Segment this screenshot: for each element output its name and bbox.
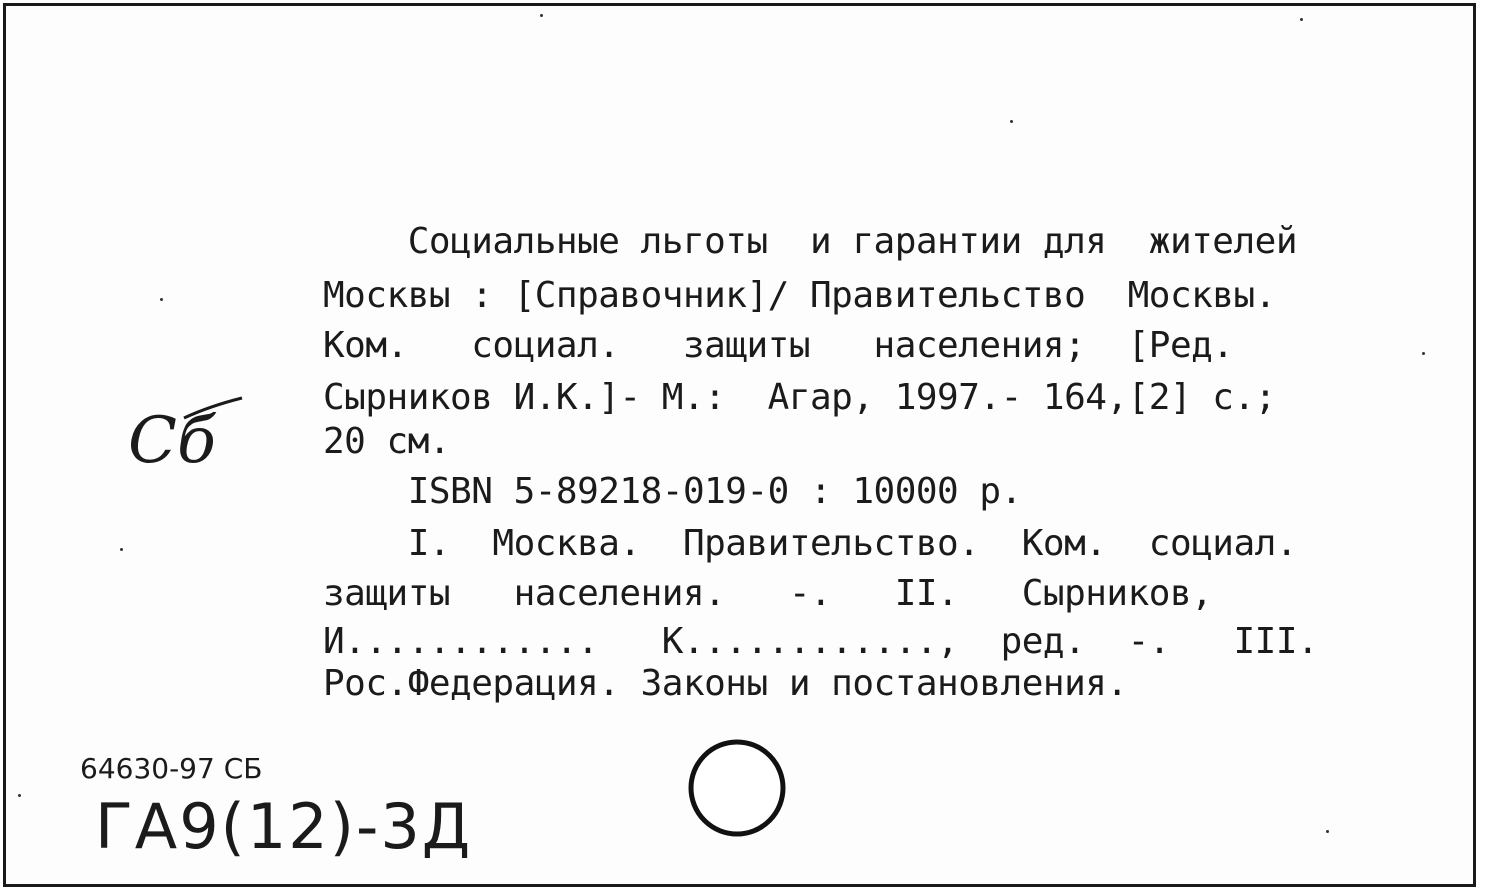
speck bbox=[120, 548, 123, 551]
text-line-6: ISBN 5-89218-019-0 : 10000 р. bbox=[323, 471, 1022, 512]
speck bbox=[1326, 830, 1329, 833]
speck bbox=[160, 298, 163, 301]
shelf-code: ГА9(12)-3Д bbox=[95, 790, 473, 863]
handwritten-stroke bbox=[180, 388, 260, 428]
speck bbox=[540, 14, 543, 17]
text-line-1: Социальные льготы и гарантии для жителей bbox=[323, 221, 1297, 262]
text-line-7: I. Москва. Правительство. Ком. социал. bbox=[323, 523, 1297, 564]
text-line-8: защиты населения. -. II. Сырников, bbox=[323, 573, 1213, 614]
speck bbox=[1010, 120, 1013, 123]
punch-hole-icon bbox=[682, 732, 792, 844]
speck bbox=[1422, 352, 1425, 355]
text-line-4: Сырников И.К.]- М.: Агар, 1997.- 164,[2] с.; bbox=[323, 377, 1276, 418]
speck bbox=[1300, 18, 1303, 21]
stamp-number: 64630-97 СБ bbox=[80, 752, 263, 785]
text-line-2: Москвы : [Справочник]/ Правительство Москвы. bbox=[323, 275, 1276, 316]
text-line-3: Ком. социал. защиты населения; [Ред. bbox=[323, 325, 1234, 366]
handwritten-note: Сб bbox=[128, 404, 217, 478]
text-line-10: Рос.Федерация. Законы и постановления. bbox=[323, 663, 1128, 704]
text-line-9: И............ К............, ред. -. III. bbox=[323, 621, 1319, 662]
text-line-5: 20 см. bbox=[323, 421, 451, 462]
speck bbox=[18, 794, 21, 797]
